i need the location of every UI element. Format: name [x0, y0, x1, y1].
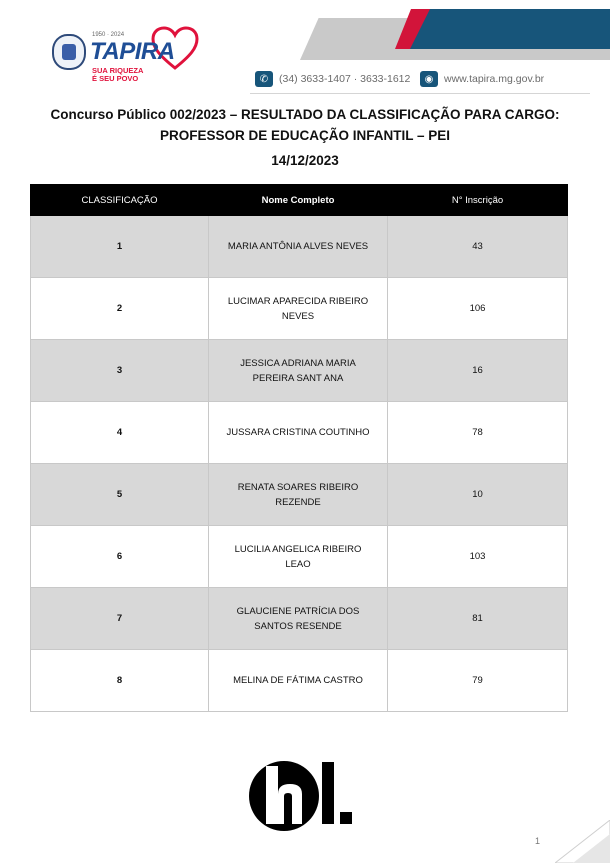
cell-name: GLAUCIENE PATRÍCIA DOS SANTOS RESENDE: [209, 588, 388, 650]
cell-registration: 10: [388, 464, 568, 526]
cell-position: 2: [31, 278, 209, 340]
logo-tagline-2: É SEU POVO: [92, 74, 139, 83]
header-classificacao: CLASSIFICAÇÃO: [31, 185, 209, 216]
results-table: [30, 184, 568, 712]
table-row: [31, 650, 568, 712]
globe-icon: ◉: [420, 71, 438, 87]
table-row: [31, 340, 568, 402]
cell-position: 1: [31, 216, 209, 278]
cell-name: RENATA SOARES RIBEIRO REZENDE: [209, 464, 388, 526]
document-title: Concurso Público 002/2023 – RESULTADO DA CLASSIFICAÇÃO PARA CARGO: PROFESSOR DE EDUCAÇÃO INFANTIL – PEI: [50, 107, 560, 143]
table-row: [31, 216, 568, 278]
phone-icon: ✆: [255, 71, 273, 87]
cell-position: 6: [31, 526, 209, 588]
cell-registration: 78: [388, 402, 568, 464]
header-nome-completo: Nome Completo: [209, 185, 388, 216]
cell-name: LUCIMAR APARECIDA RIBEIRO NEVES: [209, 278, 388, 340]
cell-registration: 106: [388, 278, 568, 340]
cell-registration: 81: [388, 588, 568, 650]
table-row: [31, 588, 568, 650]
header-inscricao: N° Inscrição: [388, 185, 568, 216]
website-link[interactable]: www.tapira.mg.gov.br: [444, 73, 545, 85]
cell-registration: 43: [388, 216, 568, 278]
table-row: [31, 278, 568, 340]
page-number: 1: [535, 836, 541, 846]
table-row: [31, 526, 568, 588]
municipal-seal-icon: [52, 34, 86, 70]
cell-registration: 79: [388, 650, 568, 712]
cell-position: 8: [31, 650, 209, 712]
cell-registration: 103: [388, 526, 568, 588]
cell-name: LUCILIA ANGELICA RIBEIRO LEAO: [209, 526, 388, 588]
page-corner-decoration: [555, 820, 610, 863]
table-row: [31, 402, 568, 464]
contact-phone: [255, 71, 410, 87]
contact-website: [420, 71, 544, 87]
cell-name: MARIA ANTÔNIA ALVES NEVES: [209, 216, 388, 278]
cell-position: 3: [31, 340, 209, 402]
tapira-logo: [52, 30, 192, 85]
document-date: 14/12/2023: [271, 153, 339, 168]
logo-tagline-1: SUA RIQUEZA: [92, 66, 144, 75]
logo-years: 1950 · 2024: [92, 32, 125, 38]
letterhead: [0, 0, 610, 100]
table-row: [31, 464, 568, 526]
cell-position: 7: [31, 588, 209, 650]
cell-name: JUSSARA CRISTINA COUTINHO: [209, 402, 388, 464]
cell-name: JESSICA ADRIANA MARIA PEREIRA SANT ANA: [209, 340, 388, 402]
hl-company-logo: [248, 760, 368, 832]
cell-name: MELINA DE FÁTIMA CASTRO: [209, 650, 388, 712]
logo-name: TAPIRA: [90, 38, 175, 65]
cell-position: 5: [31, 464, 209, 526]
header-blue-band: [410, 9, 610, 49]
phone-number: (34) 3633-1407 · 3633-1612: [279, 73, 411, 85]
cell-registration: 16: [388, 340, 568, 402]
header-divider: [250, 93, 590, 94]
table-header-row: [31, 185, 568, 216]
cell-position: 4: [31, 402, 209, 464]
